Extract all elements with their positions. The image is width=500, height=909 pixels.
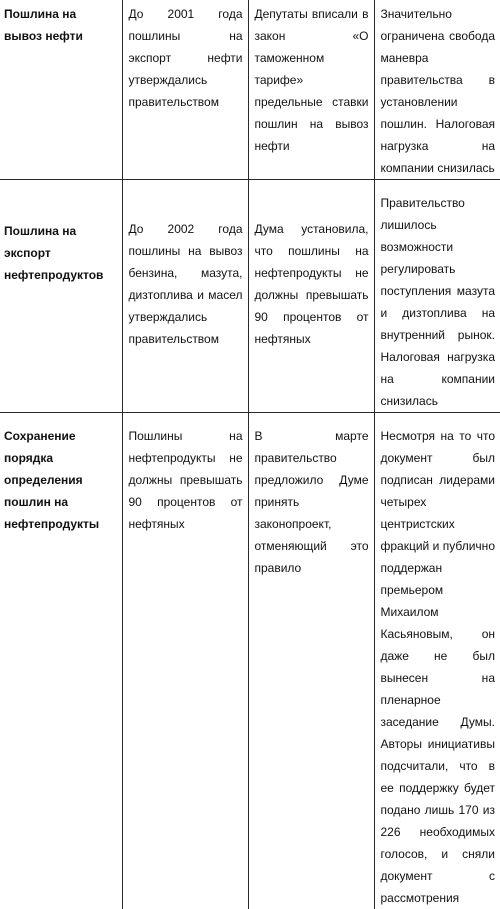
row-label: Пошлина на вывоз нефти (0, 0, 122, 180)
change-cell: Дума установила, что пошлины на нефтепродукты не должны превышать 90 процентов от нефтяных (248, 180, 374, 413)
table-row (0, 0, 500, 180)
table-row (0, 180, 500, 413)
change-cell: В марте правительство предложило Думе принять законопроект, отменяющий это правило (248, 413, 374, 909)
before-cell: Пошлины на нефтепродукты не должны превышать 90 процентов от нефтяных (122, 413, 248, 909)
result-cell: Несмотря на то что документ был подписан лидерами четырех центристских фракций и публично поддержан премьером Михаилом Касьяновым, он даже не был вынесен на пленарное заседание Думы. Авторы инициативы подсчитали, что в ее поддержку будет подано лишь 170 из 226 необходимых голосов, и сняли документ с рассмотрения (374, 413, 500, 909)
row-label: Пошлина на экспорт нефтепродуктов (0, 180, 122, 413)
result-cell: Правительство лишилось возможности регулировать поступления мазута и дизтоплива на внутренний рынок. Налоговая нагрузка на компании снизилась (374, 180, 500, 413)
before-cell: До 2001 года пошлины на экспорт нефти утверждались правительством (122, 0, 248, 180)
before-cell: До 2002 года пошлины на вывоз бензина, мазута, дизтоплива и масел утверждались правительством (122, 180, 248, 413)
row-label: Сохранение порядка определения пошлин на нефтепродукты (0, 413, 122, 909)
table-row (0, 413, 500, 909)
change-cell: Депутаты вписали в закон «О таможенном тарифе» предельные ставки пошлин на вывоз нефти (248, 0, 374, 180)
result-cell: Значительно ограничена свобода маневра правительства в установлении пошлин. Налоговая нагрузка на компании снизилась (374, 0, 500, 180)
